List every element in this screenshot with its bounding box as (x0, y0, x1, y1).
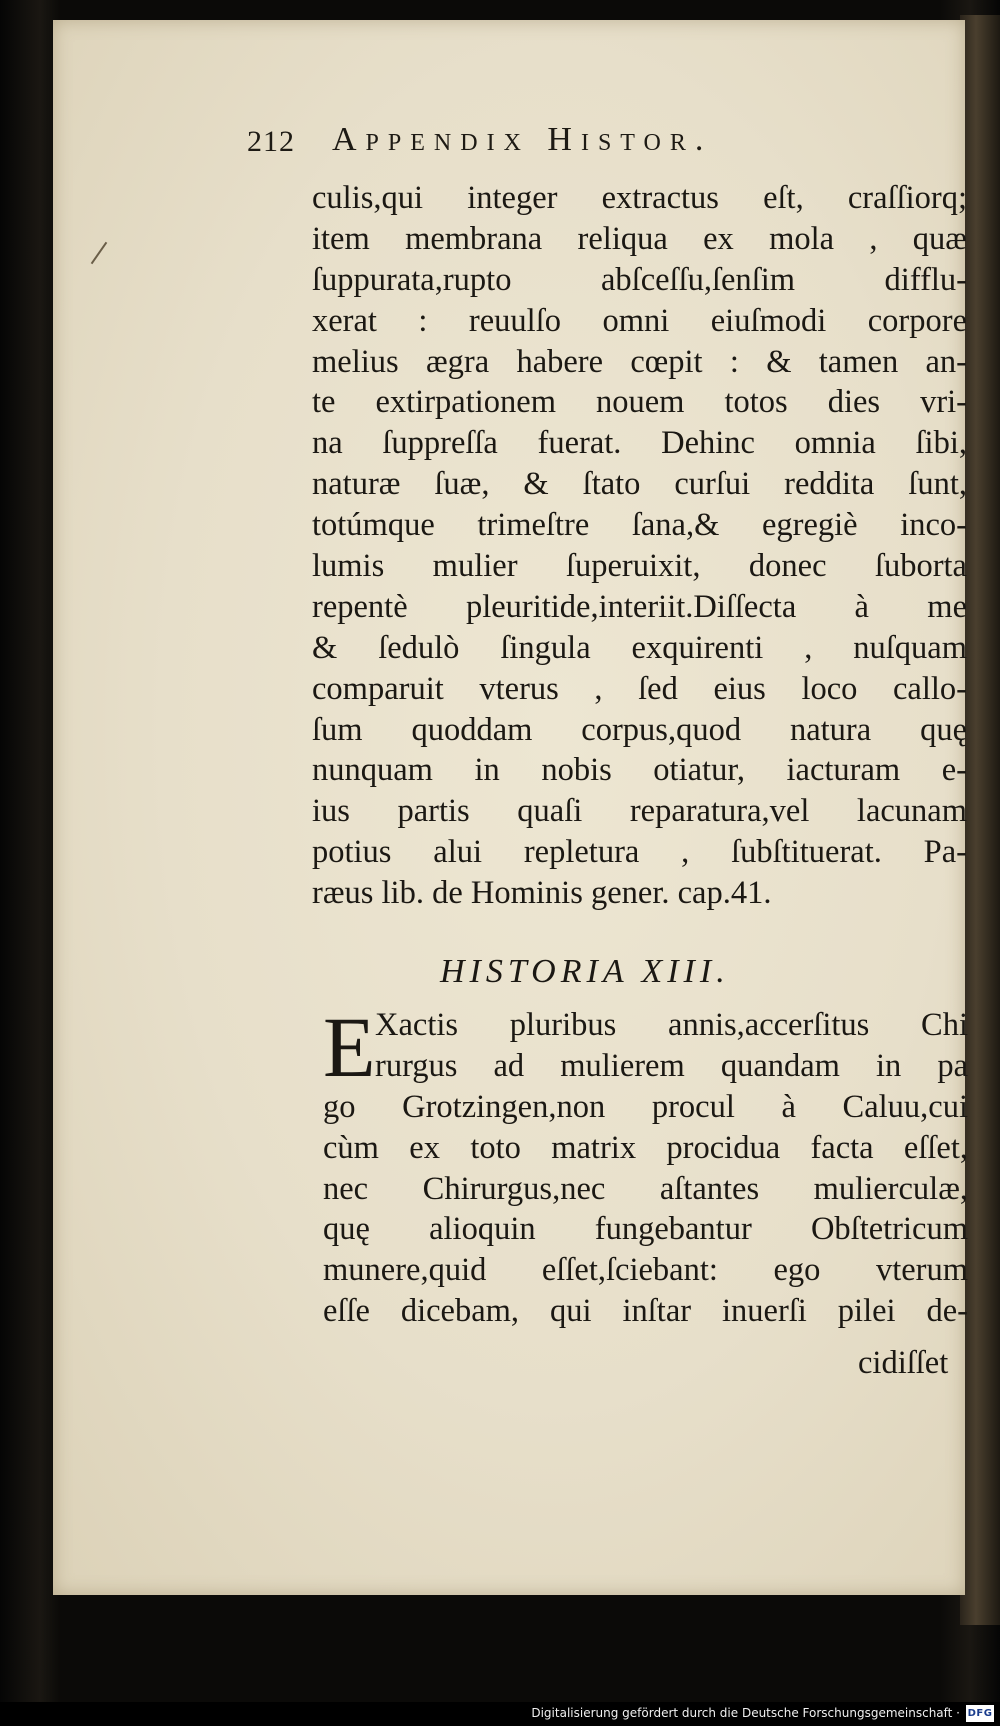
dfg-logo-icon[interactable]: DFG (966, 1705, 994, 1722)
body-text (312, 178, 967, 914)
text-line: ſuppurata,rupto abſceſſu,ſenſim difflu- (312, 261, 967, 298)
text-line: comparuit vterus , ſed eius loco callo- (312, 670, 967, 707)
text-line: munere,quid eſſet,ſciebant: ego vterum (323, 1252, 968, 1289)
text-line: na ſuppreſſa fuerat. Dehinc omnia ſibi, (312, 425, 967, 462)
historia-text (323, 999, 968, 1332)
text-line: lumis mulier ſuperuixit, donec ſuborta (312, 548, 967, 585)
text-line: totúmque trimeſtre ſana,& egregiè inco- (312, 507, 967, 544)
text-line: cùm ex toto matrix procidua facta eſſet, (323, 1129, 968, 1166)
text-line: melius ægra habere cœpit : & tamen an- (312, 343, 967, 380)
text-line: item membrana reliqua ex mola , quæ (312, 220, 967, 257)
text-line: xerat : reuulſo omni eiuſmodi corpore (312, 302, 967, 339)
text-line: Xactis pluribus annis,accerſitus Chi (375, 1007, 968, 1043)
text-line: te extirpationem nouem totos dies vri- (312, 384, 967, 421)
catchword: cidiſſet (858, 1345, 949, 1381)
text-line: nec Chirurgus,nec aſtantes mulierculæ, (323, 1170, 968, 1207)
running-head: Appendix Histor. (332, 121, 713, 158)
page-header (247, 121, 867, 165)
text-line: naturæ ſuæ, & ſtato curſui reddita ſunt, (312, 466, 967, 503)
section-heading: HISTORIA XIII. (440, 953, 730, 990)
drop-cap: E (323, 999, 376, 1095)
text-line: & ſedulò ſingula exquirenti , nuſquam (312, 629, 967, 666)
folio-number: 212 (247, 125, 295, 158)
text-line: repentè pleuritide,interiit.Diſſecta à me (312, 588, 967, 625)
text-line: go Grotzingen,non procul à Caluu,cui (323, 1088, 968, 1125)
footer-bar (0, 1702, 1000, 1726)
text-line: nunquam in nobis otiatur, iacturam e- (312, 752, 967, 789)
text-line: ius partis quaſi reparatura,vel lacunam (312, 793, 967, 830)
text-line: ræus lib. de Hominis gener. cap.41. (312, 875, 772, 912)
text-line: rurgus ad mulierem quandam in pa (375, 1047, 968, 1084)
text-line: ſum quoddam corpus,quod natura quę (312, 711, 967, 748)
text-line: quę alioquin fungebantur Obſtetricum (323, 1211, 968, 1248)
text-line: culis,qui integer extractus eſt, craſſiorq; (312, 180, 967, 216)
text-line: eſſe dicebam, qui inſtar inuerſi pilei de- (323, 1293, 968, 1330)
footer-credit: Digitalisierung gefördert durch die Deutsche Forschungsgemeinschaft · (531, 1706, 960, 1720)
text-line: potius alui repletura , ſubſtituerat. Pa- (312, 834, 967, 871)
